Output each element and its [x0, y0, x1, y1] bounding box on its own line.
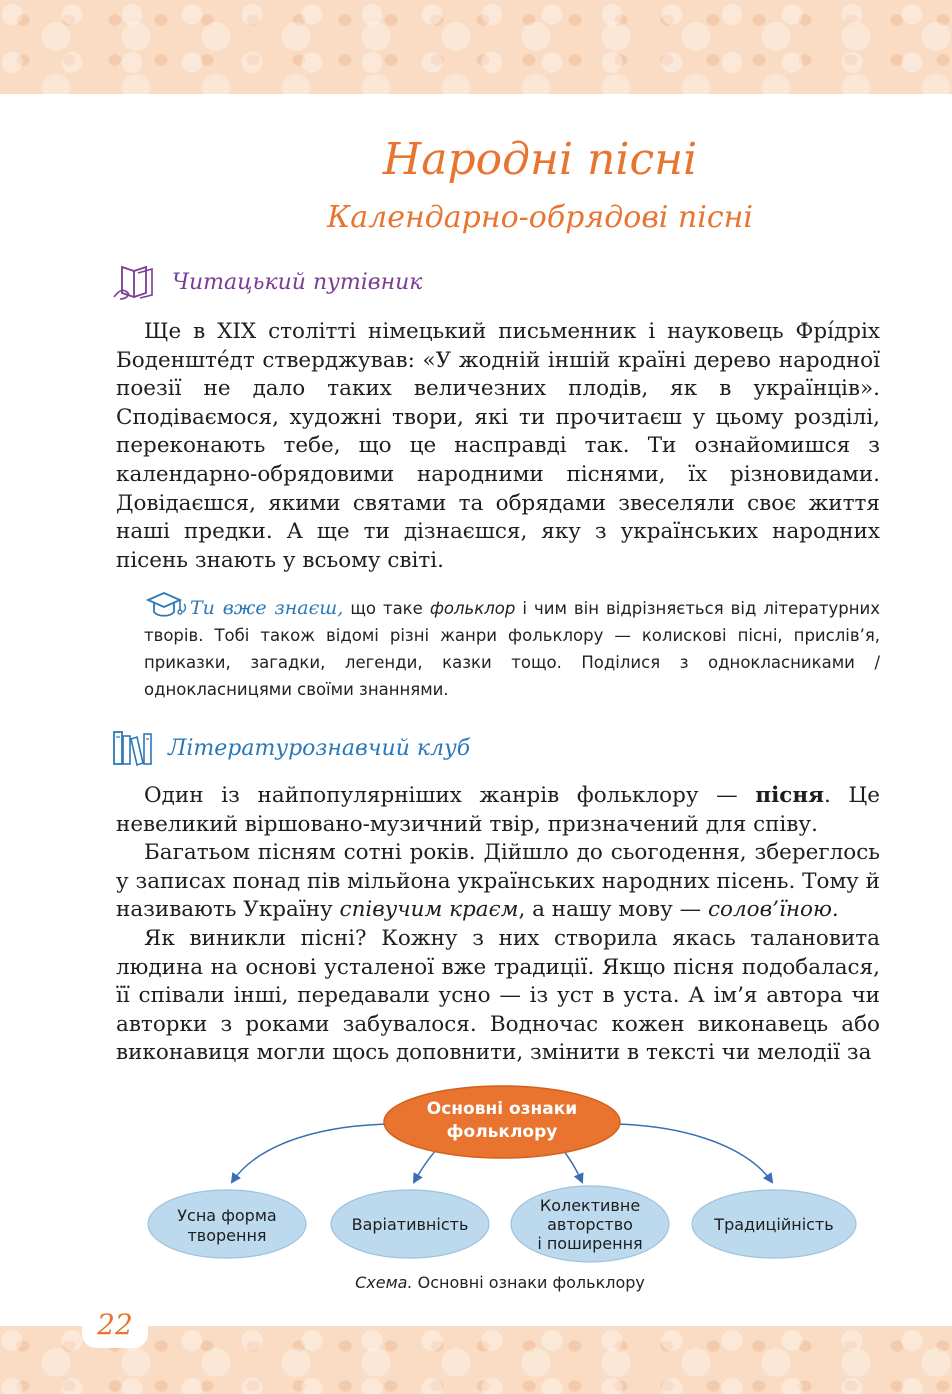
top-ornament-band [0, 0, 952, 94]
node-oral-form-line-2: творення [187, 1226, 267, 1245]
node-collective-line-3: і поширення [537, 1234, 643, 1253]
center-node [384, 1086, 620, 1158]
caption-label: Схема. [355, 1273, 413, 1292]
club-p1-a: Один із найпопулярніших жанрів фольклору — [144, 783, 756, 808]
node-traditionality-line-1: Традиційність [714, 1215, 834, 1234]
club-p2-italic-1: співучим краєм [339, 897, 519, 923]
graduation-cap-icon [144, 590, 190, 620]
club-paragraph-2 [116, 839, 880, 925]
node-collective-line-2: авторство [547, 1215, 633, 1234]
diagram-caption [200, 1273, 800, 1292]
know-text-2: і чим він відрізняється від літературних творів. Тобі також відомі різні жанри фольклору — колискові пісні, прислів’я, приказки, загадки, легенди, казки тощо. Поділися з однокласниками / однокласницями своїми знаннями. [144, 599, 880, 699]
node-oral-form [148, 1190, 306, 1258]
node-variability-line-1: Варіативність [351, 1215, 469, 1234]
node-traditionality [692, 1190, 856, 1258]
center-node-line-2: фольклору [446, 1122, 558, 1142]
page-title: Народні пісні [382, 134, 698, 185]
section-heading-guide [112, 262, 422, 302]
arrow-1 [232, 1124, 388, 1182]
club-p1-b: . Це невеликий віршовано-музичний твір, призначений для співу. [116, 783, 880, 837]
folklore-diagram [140, 1084, 870, 1264]
section-label-club: Літературознавчий клуб [168, 735, 471, 761]
club-paragraph-1 [116, 782, 880, 839]
books-icon [112, 729, 154, 767]
node-collective-authorship [511, 1186, 669, 1262]
node-variability [331, 1190, 489, 1258]
club-p2-a: Багатьом пісням сотні років. Дійшло до сьогодення, збереглось у записах понад пів мільйона українських народних пісень. Тому й називають Україну [116, 840, 880, 923]
club-p2-italic-2: солов’їною. [708, 897, 839, 923]
page-subtitle: Календарно-обрядові пісні [327, 200, 753, 235]
club-paragraph-3: Як виникли пісні? Кожну з них створила якась талановита людина на основі усталеної вже традиції. Якщо пісня подобалася, її співали інші, передавали усно — із уст в уста. А ім’я автора чи авторки з роками забувалося. Водночас кожен виконавець або виконавиця могли щось доповнити, змінити в тексті чи мелодії за [116, 926, 880, 1066]
know-block [144, 590, 880, 703]
hand-book-icon [112, 263, 158, 301]
section-heading-club [112, 728, 470, 768]
club-p1-bold: пісня [755, 783, 824, 808]
arrow-4 [616, 1124, 772, 1182]
center-node-line-1: Основні ознаки [426, 1099, 578, 1119]
page-number: 22 [82, 1300, 148, 1348]
club-p2-b: , а нашу мову — [518, 897, 708, 923]
guide-paragraph: Ще в XIX столітті німецький письменник і науковець Фрі́дріх Боденште́дт стверджував: «У жодній іншій країні дерево народної поезії не дало таких величезних плодів, як в українців». Сподіваємося, художні твори, які ти прочитаєш у цьому розділі, переконають тебе, що це насправді так. Ти ознайомишся з календарно-обрядовими народними піснями, їх різновидами. Довідаєшся, якими святами та обрядами звеселяли своє життя наші предки. А ще ти дізнаєшся, яку з українських народних пісень знають у всьому світі. [116, 319, 880, 573]
know-lead: Ти вже знаєш, [190, 597, 344, 619]
node-collective-line-1: Колективне [539, 1196, 641, 1215]
section-label-guide: Читацький путівник [172, 269, 423, 295]
caption-text: Основні ознаки фольклору [412, 1273, 645, 1292]
node-oral-form-line-1: Усна форма [177, 1206, 277, 1225]
know-text-1: що таке [343, 599, 430, 618]
know-term: фольклор [429, 599, 516, 618]
